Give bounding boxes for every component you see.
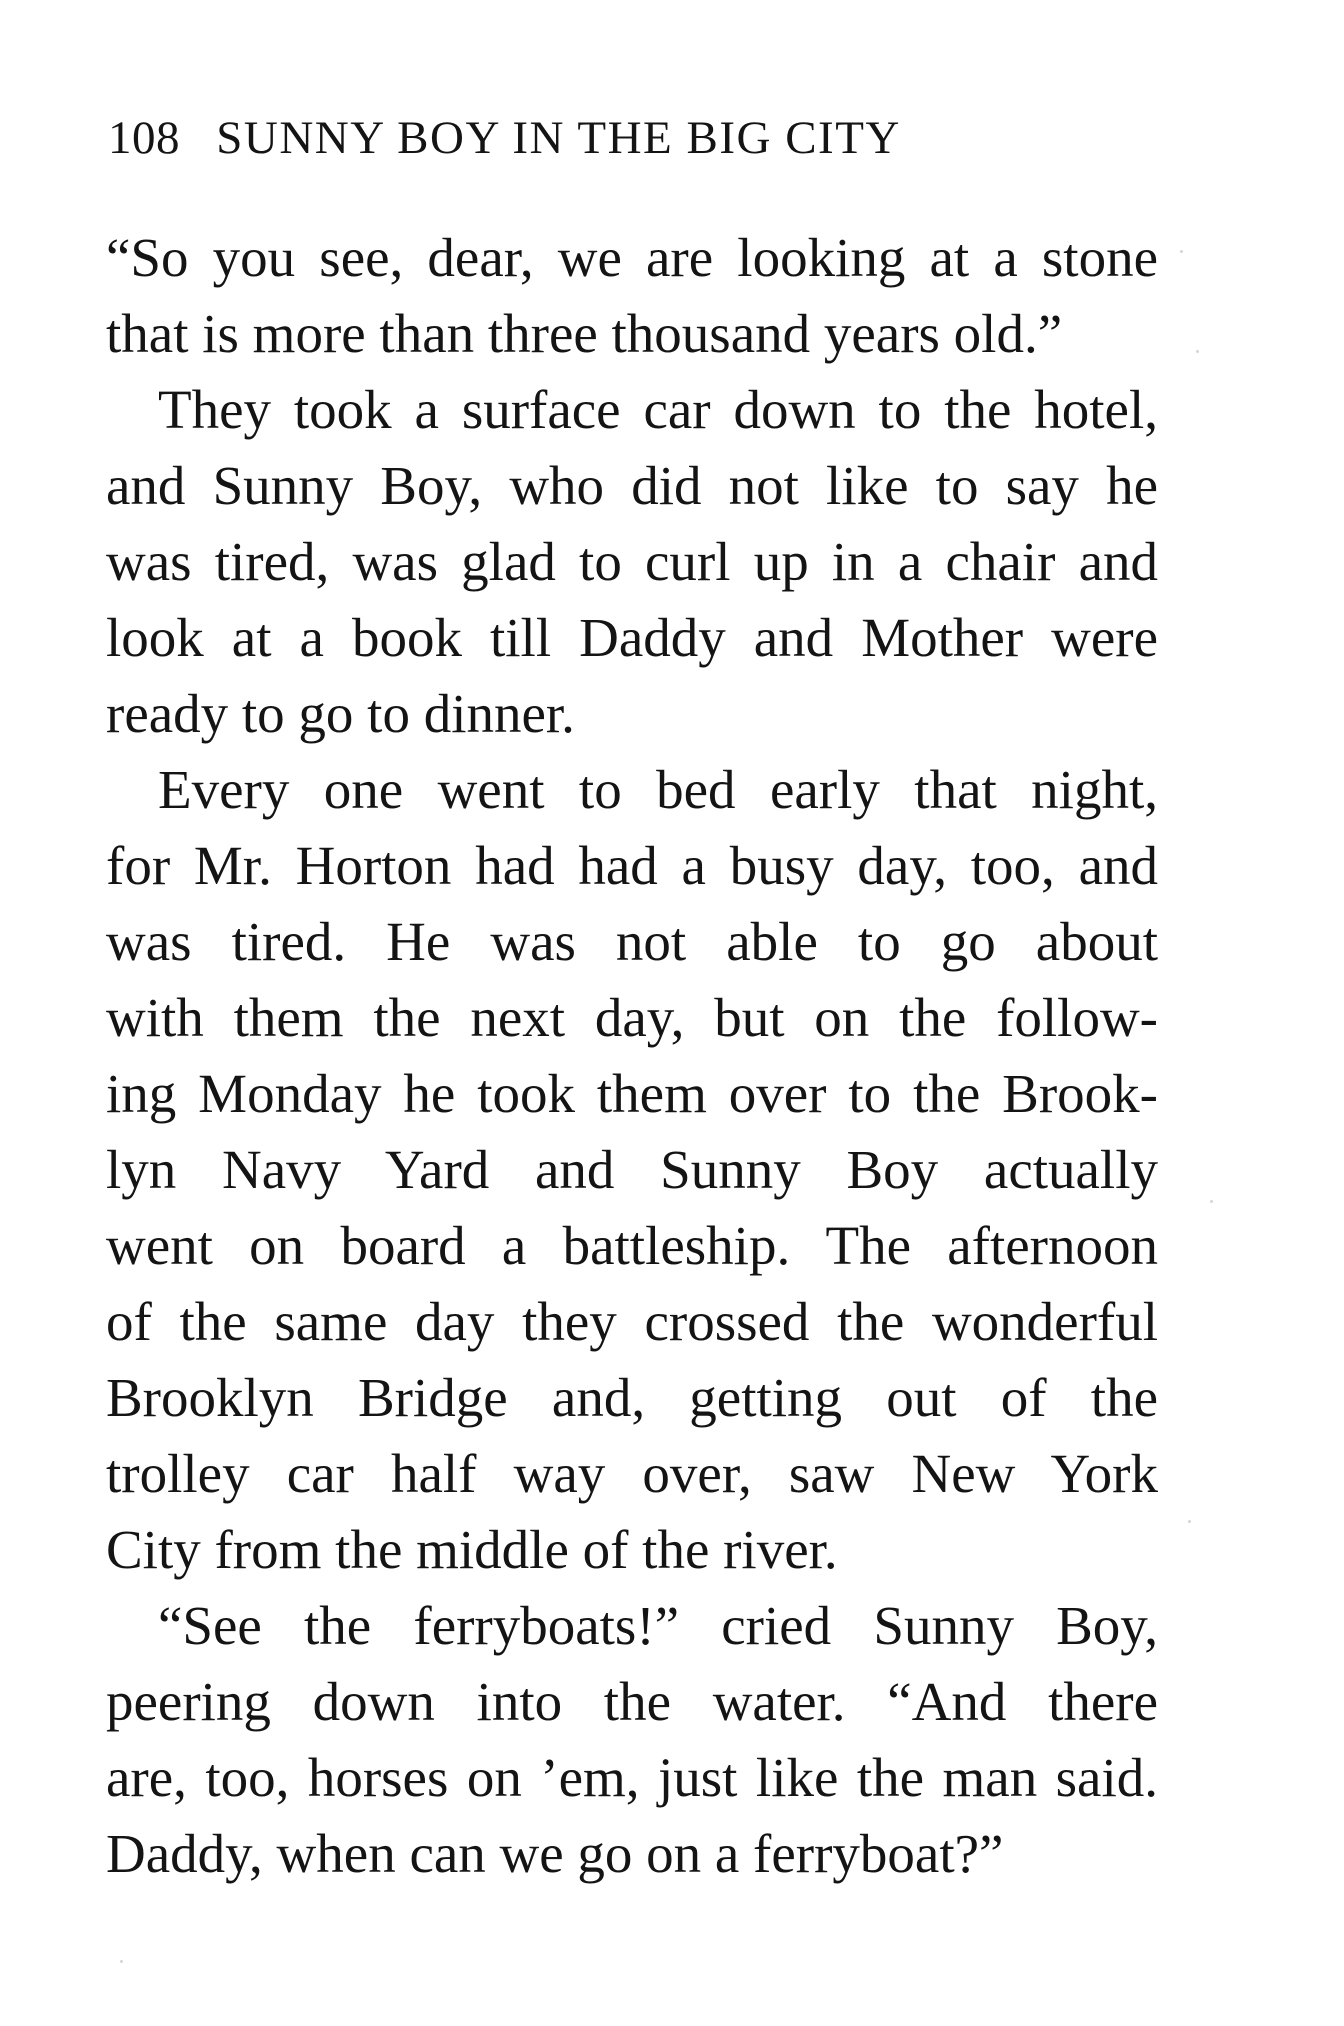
text-line: went on board a battleship. The afternoon xyxy=(106,1215,1158,1276)
paper-speck xyxy=(120,1960,123,1963)
text-line: Daddy, when can we go on a ferryboat?” xyxy=(106,1823,1004,1884)
text-line: ing Monday he took them over to the Brook- xyxy=(106,1063,1158,1124)
text-line: and Sunny Boy, who did not like to say he xyxy=(106,455,1158,516)
paper-speck xyxy=(1180,250,1183,253)
book-title: SUNNY BOY IN THE BIG CITY xyxy=(216,112,901,164)
paper-speck xyxy=(1210,1200,1213,1203)
text-line: “So you see, dear, we are looking at a stone xyxy=(106,227,1158,288)
text-line: lyn Navy Yard and Sunny Boy actually xyxy=(106,1139,1158,1200)
text-line: was tired. He was not able to go about xyxy=(106,911,1158,972)
text-line: peering down into the water. “And there xyxy=(106,1671,1158,1732)
page-number: 108 xyxy=(108,112,180,164)
text-line: are, too, horses on ’em, just like the man said. xyxy=(106,1747,1158,1808)
text-line: that is more than three thousand years old.” xyxy=(106,303,1063,364)
text-line: They took a surface car down to the hotel, xyxy=(158,379,1158,440)
text-line: “See the ferryboats!” cried Sunny Boy, xyxy=(158,1595,1158,1656)
text-line: was tired, was glad to curl up in a chair and xyxy=(106,531,1158,592)
text-line: look at a book till Daddy and Mother were xyxy=(106,607,1158,668)
body-text xyxy=(106,220,1158,1892)
text-line: Every one went to bed early that night, xyxy=(158,759,1158,820)
paper-speck xyxy=(1196,350,1199,353)
text-line: Brooklyn Bridge and, getting out of the xyxy=(106,1367,1158,1428)
text-line: ready to go to dinner. xyxy=(106,683,575,744)
text-line: trolley car half way over, saw New York xyxy=(106,1443,1158,1504)
paper-speck xyxy=(1188,1520,1191,1523)
text-line: with them the next day, but on the follow- xyxy=(106,987,1158,1048)
running-head xyxy=(108,108,1148,168)
text-line: of the same day they crossed the wonderful xyxy=(106,1291,1158,1352)
text-line: for Mr. Horton had had a busy day, too, and xyxy=(106,835,1158,896)
text-line: City from the middle of the river. xyxy=(106,1519,838,1580)
